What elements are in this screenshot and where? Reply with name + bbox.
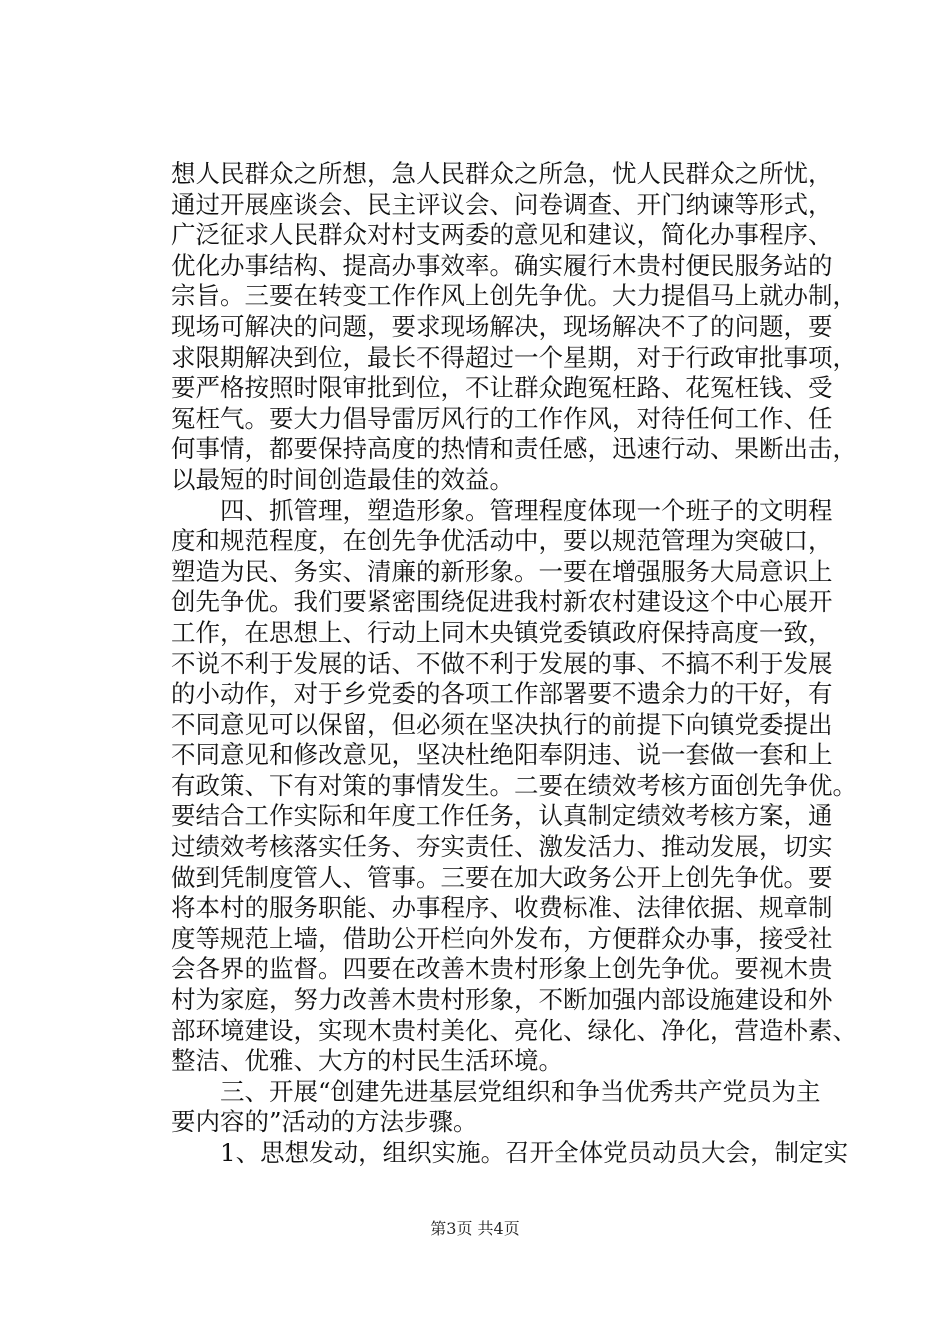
text-line: 三、开展“创建先进基层党组织和争当优秀共产党员为主 <box>171 1076 821 1106</box>
text-line: 整洁、优雅、大方的村民生活环境。 <box>171 1046 563 1076</box>
text-line: 优化办事结构、提高办事效率。确实履行木贵村便民服务站的 <box>171 250 833 280</box>
text-line: 何事情，都要保持高度的热情和责任感，迅速行动、果断出击， <box>171 434 857 464</box>
text-line: 有政策、下有对策的事情发生。二要在绩效考核方面创先争优。 <box>171 770 857 800</box>
text-line: 现场可解决的问题，要求现场解决，现场解决不了的问题，要 <box>171 311 833 341</box>
text-line: 度和规范程度，在创先争优活动中，要以规范管理为突破口， <box>171 526 833 556</box>
text-line: 宗旨。三要在转变工作作风上创先争优。大力提倡马上就办制， <box>171 281 857 311</box>
text-line: 做到凭制度管人、管事。三要在加大政务公开上创先争优。要 <box>171 862 833 892</box>
text-line: 以最短的时间创造最佳的效益。 <box>171 464 514 494</box>
text-line: 1、思想发动，组织实施。召开全体党员动员大会，制定实 <box>171 1138 849 1167</box>
text-line: 想人民群众之所想，急人民群众之所急，忧人民群众之所忧， <box>171 159 833 188</box>
text-line: 冤枉气。要大力倡导雷厉风行的工作作风，对待任何工作、任 <box>171 403 833 433</box>
text-line: 求限期解决到位，最长不得超过一个星期，对于行政审批事项， <box>171 342 857 372</box>
text-line: 会各界的监督。四要在改善木贵村形象上创先争优。要视木贵 <box>171 954 833 984</box>
text-line: 要严格按照时限审批到位，不让群众跑冤枉路、花冤枉钱、受 <box>171 373 833 403</box>
text-line: 的小动作，对于乡党委的各项工作部署要不遗余力的干好，有 <box>171 679 833 709</box>
text-line: 度等规范上墙，借助公开栏向外发布，方便群众办事，接受社 <box>171 923 833 953</box>
text-line: 将本村的服务职能、办事程序、收费标准、法律依据、规章制 <box>171 893 833 923</box>
text-line: 不同意见可以保留，但必须在坚决执行的前提下向镇党委提出 <box>171 709 833 739</box>
text-line: 广泛征求人民群众对村支两委的意见和建议，简化办事程序、 <box>171 220 833 250</box>
text-line: 要结合工作实际和年度工作任务，认真制定绩效考核方案，通 <box>171 801 833 831</box>
text-line: 不同意见和修改意见，坚决杜绝阳奉阴违、说一套做一套和上 <box>171 740 833 770</box>
page-footer: 第3页 共4页 <box>430 1219 520 1238</box>
text-line: 通过开展座谈会、民主评议会、问卷调查、开门纳谏等形式， <box>171 189 833 219</box>
text-line: 村为家庭，努力改善木贵村形象，不断加强内部设施建设和外 <box>171 985 833 1015</box>
text-line: 不说不利于发展的话、不做不利于发展的事、不搞不利于发展 <box>171 648 833 678</box>
text-line: 要内容的”活动的方法步骤。 <box>171 1107 478 1137</box>
text-line: 创先争优。我们要紧密围绕促进我村新农村建设这个中心展开 <box>171 587 833 617</box>
text-line: 四、抓管理，塑造形象。管理程度体现一个班子的文明程 <box>171 495 833 525</box>
text-line: 塑造为民、务实、清廉的新形象。一要在增强服务大局意识上 <box>171 556 833 586</box>
text-line: 过绩效考核落实任务、夯实责任、激发活力、推动发展，切实 <box>171 832 833 862</box>
document-body <box>171 159 857 1169</box>
text-line: 工作，在思想上、行动上同木央镇党委镇政府保持高度一致， <box>171 617 833 647</box>
text-line: 部环境建设，实现木贵村美化、亮化、绿化、净化，营造朴素、 <box>171 1015 857 1045</box>
